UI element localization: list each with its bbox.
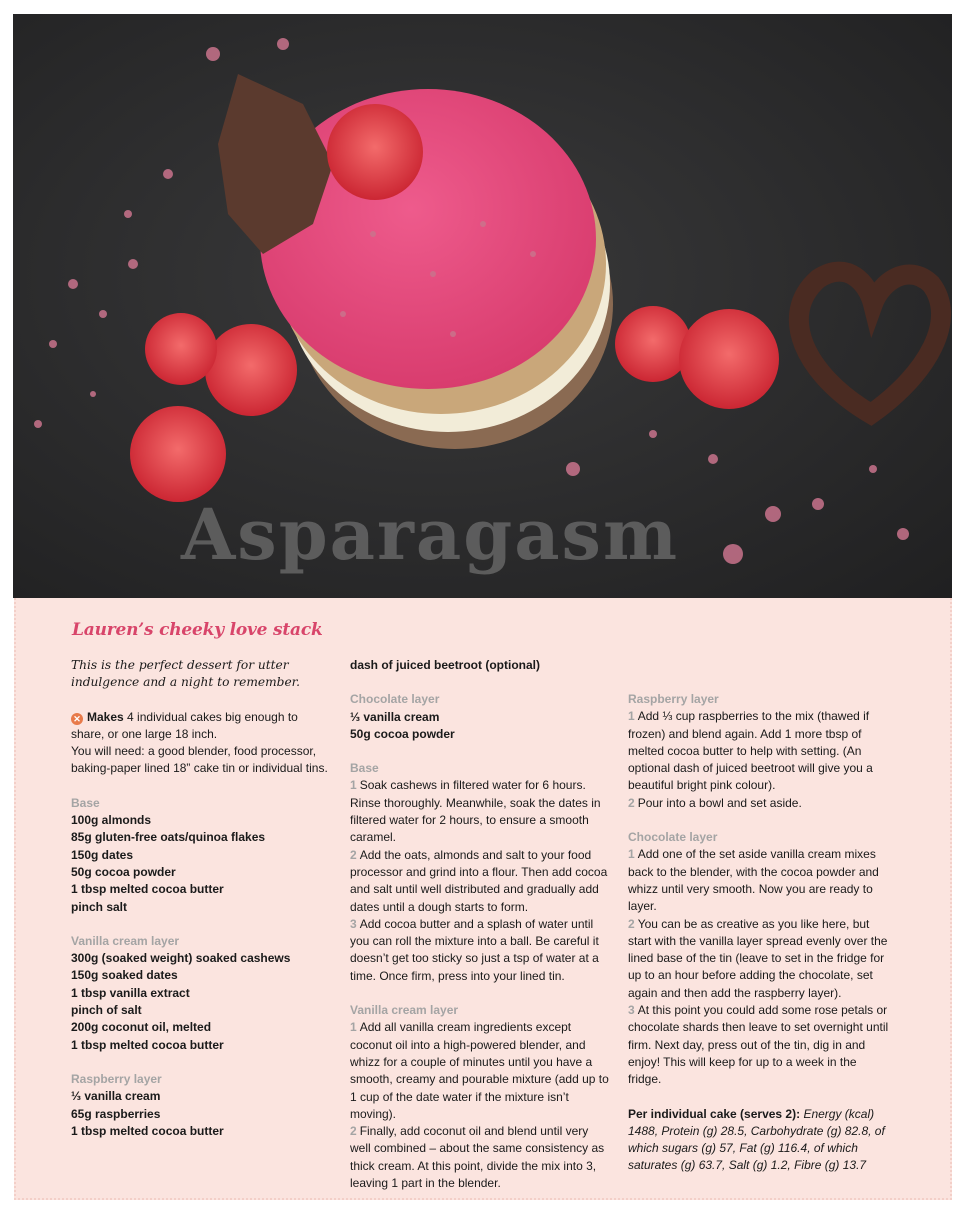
watermark-text: Asparagasm <box>181 493 680 576</box>
ingredient-item: 85g gluten-free oats/quinoa flakes <box>71 830 266 845</box>
method-step <box>350 916 612 985</box>
step-number: 1 <box>350 1020 357 1035</box>
ingredient-item: 50g cocoa powder <box>71 864 176 879</box>
method-step <box>350 1019 612 1123</box>
method-step <box>628 708 890 794</box>
step-text: Add one of the set aside vanilla cream mixes back to the blender, with the cocoa powder and whizz until very smooth. Now you are ready to layer. <box>628 847 879 914</box>
ingredient-item: 65g raspberries <box>71 1106 161 1121</box>
method-raspberry-heading: Raspberry layer <box>628 692 719 706</box>
step-number: 2 <box>628 916 635 931</box>
method-step <box>628 1002 890 1088</box>
column-1 <box>71 657 333 1140</box>
dessert-photo <box>13 14 952 598</box>
ingredient-item: pinch of salt <box>71 1003 142 1018</box>
nutrition-label: Per individual cake (serves 2): <box>628 1106 801 1121</box>
ingredient-item: 50g cocoa powder <box>350 726 455 741</box>
method-step <box>628 795 890 812</box>
ingredient-item: pinch salt <box>71 899 128 914</box>
ingredients-vanilla-heading: Vanilla cream layer <box>71 933 180 948</box>
ingredient-item: 1 tbsp melted cocoa butter <box>71 1123 224 1138</box>
serving-icon: ✕ <box>71 713 83 725</box>
method-step <box>628 916 890 1002</box>
ingredient-item: 1 tbsp melted cocoa butter <box>71 1037 224 1052</box>
method-step <box>628 846 890 915</box>
step-number: 2 <box>628 795 635 810</box>
recipe-title: Lauren’s cheeky love stack <box>72 620 323 640</box>
nutrition-text: Energy (kcal) 1488, Protein (g) 28.5, Carbohydrate (g) 82.8, of which sugars (g) 57, Fat (g) 116.4, of which saturates (g) 63.7, Salt (g) 1.2, Fibre (g) 13.7 <box>628 1106 885 1173</box>
step-number: 2 <box>350 1124 357 1139</box>
ingredients-chocolate-heading: Chocolate layer <box>350 692 440 707</box>
nutrition-info <box>628 1106 890 1175</box>
raspberry-right-1 <box>615 306 691 382</box>
method-step <box>350 777 612 846</box>
step-text: Add all vanilla cream ingredients except coconut oil into a high-powered blender, and whizz for a couple of minutes until you have a smooth, creamy and pourable mixture (add up to 1 cup of the date water if the mixture isn’t moving). <box>350 1020 609 1121</box>
step-text: Add the oats, almonds and salt to your food processor and grind into a flour. Then add cocoa and salt until well distributed and gradually add dates until a dough starts to form. <box>350 847 608 914</box>
step-number: 3 <box>350 916 357 931</box>
step-text: Add ⅓ cup raspberries to the mix (thawed if frozen) and blend again. Add 1 more tbsp of melted cocoa butter to help with setting. (An optional dash of juiced beetroot will give you a beautiful bright pink colour). <box>628 709 873 793</box>
ingredient-item: 1 tbsp vanilla extract <box>71 985 190 1000</box>
ingredients-raspberry-heading: Raspberry layer <box>71 1071 162 1086</box>
makes-label: Makes <box>87 709 124 724</box>
makes-line <box>71 709 333 744</box>
method-step <box>350 847 612 916</box>
raspberry-left-3 <box>145 313 217 385</box>
recipe-intro: This is the perfect dessert for utter indulgence and a night to remember. <box>71 658 301 690</box>
step-number: 3 <box>628 1003 635 1018</box>
step-text: Pour into a bowl and set aside. <box>637 795 802 810</box>
step-text: You can be as creative as you like here, but start with the vanilla layer spread evenly over the lined base of the tin (leave to set in the fridge for up to an hour before adding the chocolate, set again and then add the raspberry layer). <box>628 916 888 1000</box>
step-number: 1 <box>628 709 635 724</box>
method-step <box>350 1123 612 1192</box>
step-number: 2 <box>350 847 357 862</box>
ingredient-item: 150g dates <box>71 847 134 862</box>
method-base-heading: Base <box>350 761 379 776</box>
method-vanilla-heading: Vanilla cream layer <box>350 1003 459 1018</box>
raspberry-top <box>327 104 423 200</box>
raspberry-left-2 <box>130 406 226 502</box>
step-number: 1 <box>350 778 357 793</box>
ingredient-item: 1 tbsp melted cocoa butter <box>71 882 224 897</box>
ingredient-item: 200g coconut oil, melted <box>71 1020 212 1035</box>
ingredient-item: ⅓ vanilla cream <box>71 1089 161 1104</box>
step-text: Soak cashews in filtered water for 6 hours. Rinse thoroughly. Meanwhile, soak the dates in filtered water for 2 hours, to ensure a smooth caramel. <box>350 778 601 845</box>
ingredients-base-heading: Base <box>71 795 100 810</box>
ingredient-item: dash of juiced beetroot (optional) <box>350 658 540 672</box>
makes-text: 4 individual cakes big enough to share, or one large 18 inch. <box>71 709 298 741</box>
step-text: Finally, add coconut oil and blend until very well combined – about the same consistency as thick cream. At this point, divide the mix into 3, leaving 1 part in the blender. <box>350 1124 605 1191</box>
raspberry-right-2 <box>679 309 779 409</box>
ingredient-item: 150g soaked dates <box>71 968 178 983</box>
column-2 <box>350 657 612 1192</box>
step-text: At this point you could add some rose petals or chocolate shards then leave to set overnight until firm. Next day, press out of the tin, dig in and enjoy! This will keep for up to a week in the fridge. <box>628 1003 889 1087</box>
raspberry-left-1 <box>205 324 297 416</box>
equipment-text: You will need: a good blender, food processor, baking-paper lined 18” cake tin or individual tins. <box>71 744 328 776</box>
ingredient-item: ⅓ vanilla cream <box>350 709 440 724</box>
dessert-illustration <box>13 14 952 598</box>
step-number: 1 <box>628 847 635 862</box>
step-text: Add cocoa butter and a splash of water until you can roll the mixture into a ball. Be careful it doesn’t get too sticky so just a tsp of water at a time. Once firm, press into your lined tin. <box>350 916 599 983</box>
column-3 <box>628 674 890 1175</box>
ingredient-item: 300g (soaked weight) soaked cashews <box>71 951 291 966</box>
ingredient-item: 100g almonds <box>71 813 152 828</box>
method-chocolate-heading: Chocolate layer <box>628 830 718 845</box>
